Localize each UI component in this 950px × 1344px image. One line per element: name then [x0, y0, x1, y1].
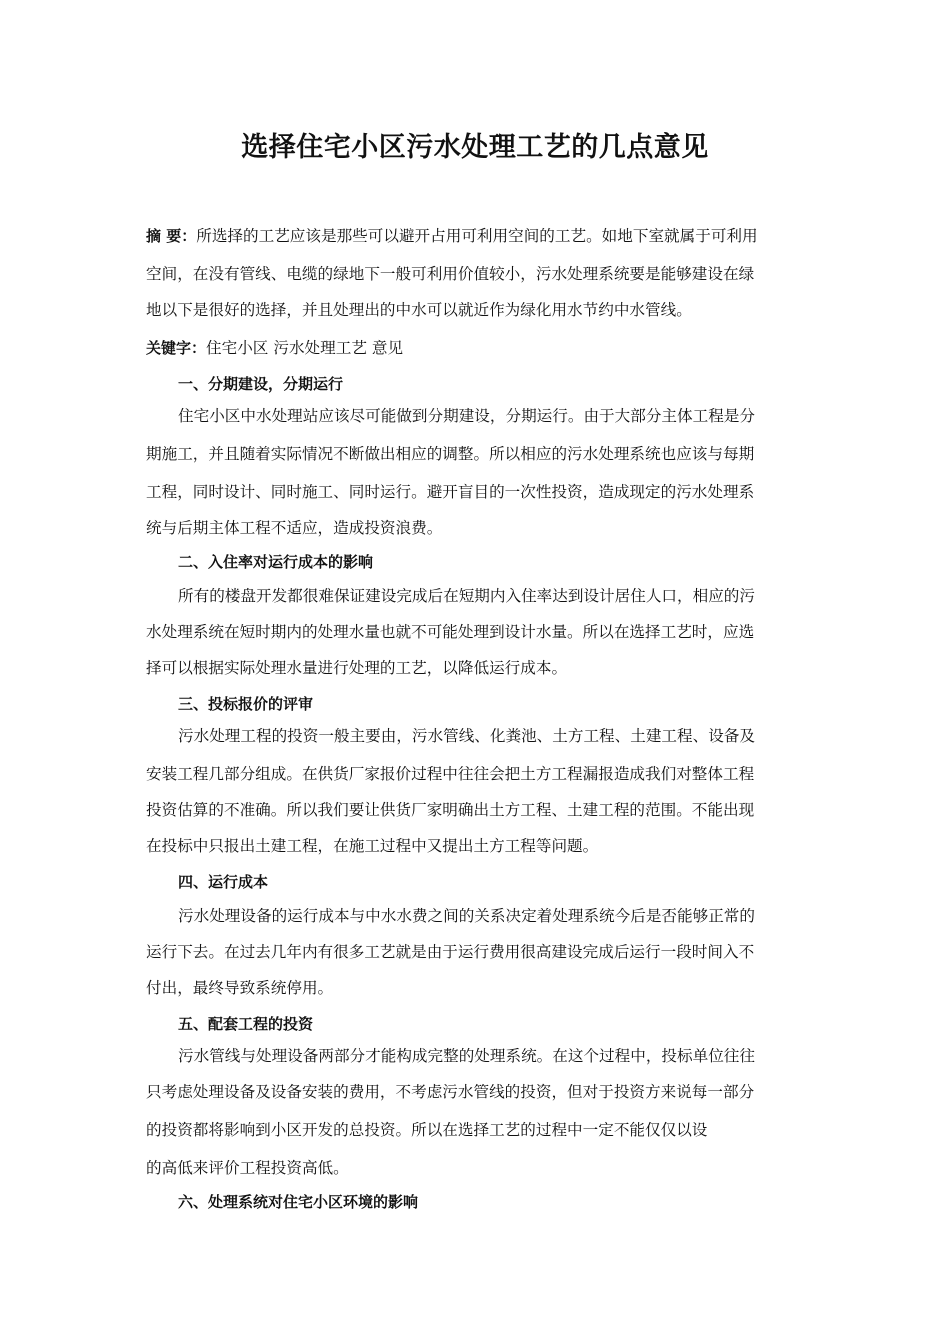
abstract-line-2: 空间，在没有管线、电缆的绿地下一般可利用价值较小，污水处理系统要是能够建设在绿	[146, 265, 755, 283]
paragraph-line: 在投标中只报出土建工程，在施工过程中又提出土方工程等问题。	[146, 837, 599, 855]
keywords-label: 关键字：	[146, 339, 207, 357]
paragraph-line: 只考虑处理设备及设备安装的费用，不考虑污水管线的投资，但对于投资方来说每一部分	[146, 1083, 755, 1101]
section-heading: 五、配套工程的投资	[178, 1015, 314, 1033]
section-heading: 三、投标报价的评审	[178, 695, 314, 713]
paragraph-line: 工程，同时设计、同时施工、同时运行。避开盲目的一次性投资，造成现定的污水处理系	[146, 483, 755, 501]
paragraph-line: 安装工程几部分组成。在供货厂家报价过程中往往会把土方工程漏报造成我们对整体工程	[146, 765, 755, 783]
section-heading: 六、处理系统对住宅小区环境的影响	[178, 1193, 419, 1211]
section-heading: 二、入住率对运行成本的影响	[178, 553, 374, 571]
abstract-label: 摘 要：	[146, 227, 197, 245]
section-heading: 一、分期建设，分期运行	[178, 375, 344, 393]
paragraph-line: 的高低来评价工程投资高低。	[146, 1159, 349, 1177]
paragraph-line: 所有的楼盘开发都很难保证建设完成后在短期内入住率达到设计居住人口，相应的污	[178, 587, 755, 605]
paragraph-line: 择可以根据实际处理水量进行处理的工艺，以降低运行成本。	[146, 659, 568, 677]
paragraph-line: 水处理系统在短时期内的处理水量也就不可能处理到设计水量。所以在选择工艺时，应选	[146, 623, 755, 641]
paragraph-line: 污水处理工程的投资一般主要由，污水管线、化粪池、土方工程、土建工程、设备及	[178, 727, 755, 745]
paragraph-line: 住宅小区中水处理站应该尽可能做到分期建设，分期运行。由于大部分主体工程是分	[178, 407, 755, 425]
paragraph-line: 污水处理设备的运行成本与中水水费之间的关系决定着处理系统今后是否能够正常的	[178, 907, 755, 925]
paragraph-line: 统与后期主体工程不适应，造成投资浪费。	[146, 519, 443, 537]
abstract-line-1	[146, 224, 806, 248]
paragraph-line: 的投资都将影响到小区开发的总投资。所以在选择工艺的过程中一定不能仅仅以设	[146, 1121, 708, 1139]
keywords-line	[146, 336, 806, 360]
paragraph-line: 付出，最终导致系统停用。	[146, 979, 334, 997]
paragraph-line: 污水管线与处理设备两部分才能构成完整的处理系统。在这个过程中，投标单位往往	[178, 1047, 755, 1065]
section-heading: 四、运行成本	[178, 873, 269, 891]
paragraph-line: 运行下去。在过去几年内有很多工艺就是由于运行费用很高建设完成后运行一段时间入不	[146, 943, 755, 961]
paragraph-line: 投资估算的不准确。所以我们要让供货厂家明确出土方工程、土建工程的范围。不能出现	[146, 801, 755, 819]
paragraph-line: 期施工，并且随着实际情况不断做出相应的调整。所以相应的污水处理系统也应该与每期	[146, 445, 755, 463]
keywords-text: 住宅小区 污水处理工艺 意见	[206, 339, 404, 357]
document-title: 选择住宅小区污水处理工艺的几点意见	[241, 132, 709, 163]
abstract-text: 所选择的工艺应该是那些可以避开占用可利用空间的工艺。如地下室就属于可利用	[196, 227, 758, 245]
abstract-line-3: 地以下是很好的选择，并且处理出的中水可以就近作为绿化用水节约中水管线。	[146, 301, 692, 319]
